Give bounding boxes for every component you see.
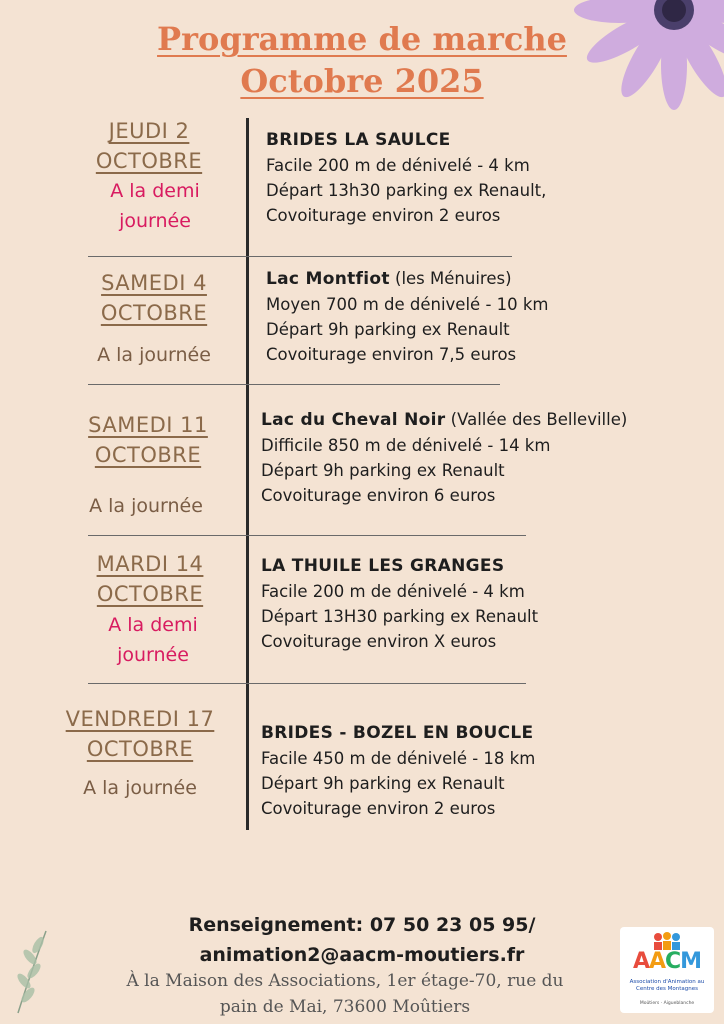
event-carpool: Covoiturage environ 2 euros xyxy=(266,206,501,225)
event-departure: Départ 13h30 parking ex Renault, xyxy=(266,181,547,200)
event-duration: A la demi journée xyxy=(110,180,200,232)
event-date xyxy=(58,410,238,470)
event-difficulty: Facile 200 m de dénivelé - 4 km xyxy=(266,156,530,175)
event-carpool: Covoiturage environ 2 euros xyxy=(261,799,496,818)
event-departure: Départ 9h parking ex Renault xyxy=(261,461,505,480)
event-name: BRIDES - BOZEL EN BOUCLE xyxy=(261,723,534,743)
event-month: OCTOBRE xyxy=(94,443,202,467)
event-name-suffix: (Vallée des Belleville) xyxy=(445,410,628,429)
event-difficulty: Difficile 850 m de dénivelé - 14 km xyxy=(261,436,551,455)
timeline-divider xyxy=(246,118,249,830)
event-departure: Départ 9h parking ex Renault xyxy=(261,774,505,793)
event-date xyxy=(74,116,224,176)
event-details xyxy=(266,266,549,367)
logo-towns: Moûtiers · Aigueblanche xyxy=(639,1001,695,1006)
contact-info xyxy=(0,910,724,970)
event-details xyxy=(261,407,627,508)
event-name: Lac Montfiot xyxy=(266,269,390,289)
separator xyxy=(88,384,500,385)
separator xyxy=(88,256,512,257)
event-duration: A la journée xyxy=(83,777,197,799)
logo-subtitle: Association d'Animation au Centre des Montagnes xyxy=(629,979,705,992)
event-name-suffix: (les Ménuires) xyxy=(389,269,512,288)
event-carpool: Covoiturage environ 6 euros xyxy=(261,486,496,505)
address-line1: À la Maison des Associations, 1er étage-70, rue du xyxy=(126,971,564,991)
event-departure: Départ 9h parking ex Renault xyxy=(266,320,510,339)
event-duration: A la demi journée xyxy=(108,614,198,666)
contact-phone: Renseignement: 07 50 23 05 95/ xyxy=(188,914,536,936)
event-month: OCTOBRE xyxy=(95,149,203,173)
event-difficulty: Moyen 700 m de dénivelé - 10 km xyxy=(266,295,549,314)
event-name: LA THUILE LES GRANGES xyxy=(261,556,505,576)
leaf-decoration xyxy=(8,925,58,1015)
event-departure: Départ 13H30 parking ex Renault xyxy=(261,607,539,626)
event-day: SAMEDI 4 xyxy=(101,271,207,295)
logo-figures-icon xyxy=(650,931,684,951)
event-duration: A la journée xyxy=(89,495,203,517)
event-details xyxy=(261,720,535,821)
event-carpool: Covoiturage environ 7,5 euros xyxy=(266,345,517,364)
event-month: OCTOBRE xyxy=(86,737,194,761)
logo-letters: AACM xyxy=(632,949,702,974)
event-difficulty: Facile 450 m de dénivelé - 18 km xyxy=(261,749,536,768)
event-name: Lac du Cheval Noir xyxy=(261,410,446,430)
separator xyxy=(88,535,526,536)
event-month: OCTOBRE xyxy=(100,301,208,325)
event-name: BRIDES LA SAULCE xyxy=(266,130,451,150)
event-day: SAMEDI 11 xyxy=(88,413,208,437)
event-date xyxy=(50,704,230,764)
event-details xyxy=(266,127,546,228)
event-details xyxy=(261,553,538,654)
event-month: OCTOBRE xyxy=(96,582,204,606)
event-carpool: Covoiturage environ X euros xyxy=(261,632,497,651)
event-date xyxy=(70,549,230,609)
aacm-logo xyxy=(620,927,714,1013)
event-day: MARDI 14 xyxy=(96,552,204,576)
contact-email[interactable]: animation2@aacm-moutiers.fr xyxy=(199,944,525,966)
event-date xyxy=(64,268,244,328)
event-duration: A la journée xyxy=(97,344,211,366)
separator xyxy=(88,683,526,684)
address-line2: pain de Mai, 73600 Moûtiers xyxy=(219,997,471,1017)
event-day: JEUDI 2 xyxy=(108,119,190,143)
address xyxy=(60,968,630,1020)
page-title-line1: Programme de marche xyxy=(157,20,567,58)
event-day: VENDREDI 17 xyxy=(65,707,215,731)
page-title-line2: Octobre 2025 xyxy=(240,62,484,100)
event-difficulty: Facile 200 m de dénivelé - 4 km xyxy=(261,582,525,601)
